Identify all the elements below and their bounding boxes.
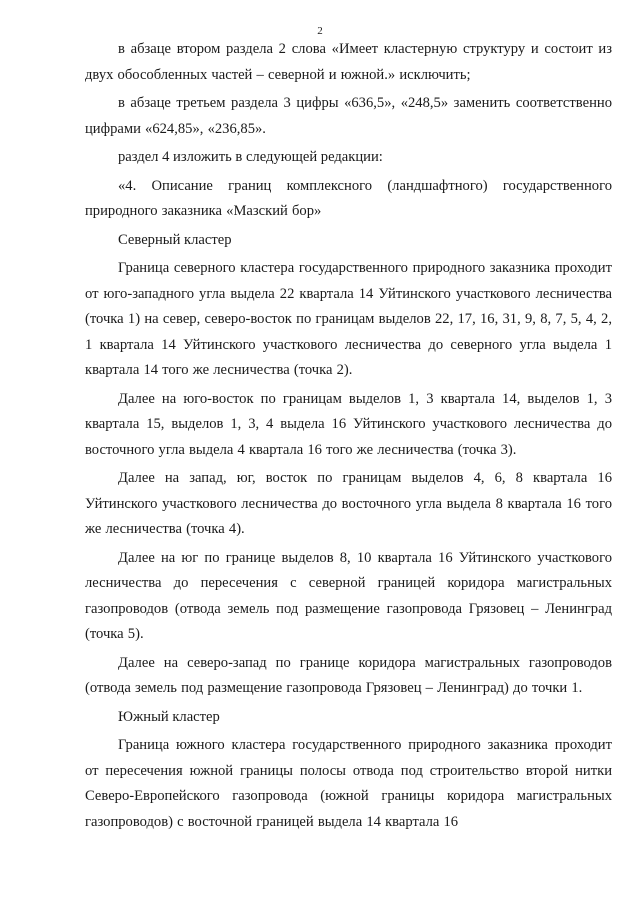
amendment-paragraph-2: в абзаце втором раздела 2 слова «Имеет кластерную структуру и состоит из двух обособленных частей – северной и южной.» исключить; [85, 41, 612, 83]
northern-boundary-point-4: Далее на запад, юг, восток по границам выделов 4, 6, 8 квартала 16 Уйтинского участкового лесничества до восточного угла выдела 8 квартала 16 того же лесничества (точка 4). [85, 470, 612, 537]
southern-boundary-start: Граница южного кластера государственного природного заказника проходит от пересечения южной границы полосы отвода под строительство второй нитки Северо-Европейского газопровода (южной границы коридора магистральных газопроводов) с восточной границей выдела 14 квартала 16 [85, 737, 612, 830]
northern-boundary-point-3: Далее на юго-восток по границам выделов 1, 3 квартала 14, выделов 1, 3 квартала 15, выделов 1, 3, 4 выдела 16 Уйтинского участкового лесничества до восточного угла выдела 4 квартала 16 того же лесничества (точка 3). [85, 390, 612, 458]
document-body [85, 37, 612, 838]
southern-cluster-heading: Южный кластер [118, 708, 220, 725]
northern-boundary-point-5: Далее на юг по границе выделов 8, 10 квартала 16 Уйтинского участкового лесничества до пересечения с северной границей коридора магистральных газопроводов (отвода земель под размещение газопровода Грязовец – Ленинград (точка 5). [85, 549, 612, 642]
page-number: 2 [317, 25, 323, 37]
section-4-title: «4. Описание границ комплексного (ландшафтного) государственного природного заказника «Мазский бор» [85, 177, 612, 219]
northern-boundary-return: Далее на северо-запад по границе коридора магистральных газопроводов (отвода земель под размещение газопровода Грязовец – Ленинград) до точки 1. [85, 654, 612, 696]
northern-cluster-heading: Северный кластер [118, 231, 232, 248]
amendment-paragraph-3: в абзаце третьем раздела 3 цифры «636,5», «248,5» заменить соответственно цифрами «624,85», «236,85». [85, 95, 612, 137]
northern-boundary-start: Граница северного кластера государственного природного заказника проходит от юго-западного угла выдела 22 квартала 14 Уйтинского участкового лесничества (точка 1) на север, северо-восток по границам выделов 22, 17, 16, 31, 9, 8, 7, 5, 4, 2, 1 квартала 14 Уйтинского участкового лесничества до северного угла выдела 1 квартала 14 того же лесничества (точка 2). [85, 260, 612, 378]
amendment-section-4: раздел 4 изложить в следующей редакции: [118, 149, 383, 165]
